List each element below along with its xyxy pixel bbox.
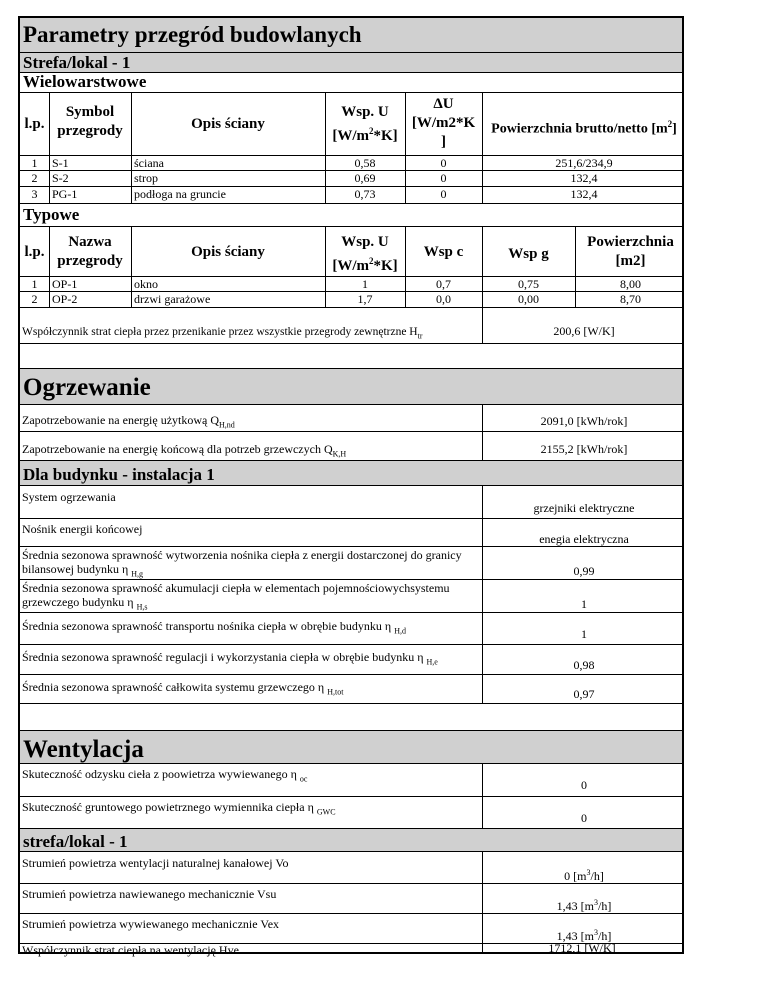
qkh-row bbox=[20, 432, 682, 461]
list-item bbox=[20, 797, 682, 829]
cell-pow: 251,6/234,9 bbox=[555, 156, 613, 170]
qkh-sub: K,H bbox=[332, 449, 347, 459]
qhnd-label-text: Zapotrzebowanie na energię użytkową Q bbox=[22, 413, 220, 427]
item-label bbox=[22, 800, 336, 819]
wsp-u-line1: Wsp. U bbox=[341, 234, 389, 250]
list-item bbox=[20, 764, 682, 797]
item-value: 0,99 bbox=[573, 564, 595, 578]
list-item bbox=[20, 519, 682, 547]
table-row bbox=[20, 156, 682, 171]
item-value-text: 1712,1 [W/K] bbox=[548, 941, 616, 955]
list-item bbox=[20, 675, 682, 704]
list-item bbox=[20, 884, 682, 914]
qkh-value: 2155,2 [kWh/rok] bbox=[540, 442, 628, 456]
cell-nazwa: OP-2 bbox=[52, 292, 78, 306]
header-powierzchnia bbox=[482, 115, 686, 139]
cell-u: 0,73 bbox=[354, 187, 376, 201]
cell-pow: 132,4 bbox=[570, 187, 598, 201]
item-value bbox=[482, 896, 686, 913]
cell-c: 0,7 bbox=[436, 277, 451, 291]
item-label: Nośnik energii końcowej bbox=[22, 522, 143, 536]
cell-c: 0,0 bbox=[436, 292, 451, 306]
header-nazwa: Nazwa przegrody bbox=[57, 234, 123, 269]
item-label bbox=[22, 619, 406, 638]
cell-nazwa: OP-1 bbox=[52, 277, 78, 291]
header-opis: Opis ściany bbox=[191, 116, 265, 132]
item-label-text: Średnia sezonowa sprawność transportu nośnika ciepła w obrębie budynku η bbox=[22, 619, 392, 633]
item-value bbox=[480, 938, 684, 955]
wsp-u-line2b: *K] bbox=[373, 258, 398, 274]
header-delta-u bbox=[405, 95, 482, 152]
multi-header-row bbox=[20, 92, 682, 156]
item-value: 0,97 bbox=[573, 687, 595, 701]
spacer bbox=[20, 704, 682, 731]
item-label: System ogrzewania bbox=[22, 490, 116, 504]
header-symbol: Symbol przegrody bbox=[57, 104, 123, 139]
cell-g: 0,00 bbox=[518, 292, 539, 306]
cell-du: 0 bbox=[440, 171, 447, 185]
item-label bbox=[22, 767, 307, 786]
instalacja-heading bbox=[20, 461, 682, 486]
list-item bbox=[20, 645, 682, 675]
item-label: Współczynnik strat ciepła na wentylację Hve bbox=[22, 943, 239, 957]
du-line2: [W/m2*K bbox=[411, 115, 476, 131]
header-wsp-c: Wsp c bbox=[423, 244, 464, 260]
item-value-unit: /h] bbox=[598, 929, 612, 943]
cell-u: 0,58 bbox=[354, 156, 376, 170]
wsp-u-line2b: *K] bbox=[373, 128, 398, 144]
wentylacja-heading-text: Wentylacja bbox=[23, 736, 144, 763]
cell-u: 0,69 bbox=[354, 171, 376, 185]
table-row bbox=[20, 292, 682, 308]
cell-lp: 1 bbox=[31, 277, 38, 291]
pow-sup: 2 bbox=[667, 119, 673, 129]
item-sub: oc bbox=[299, 774, 308, 784]
du-line1: ΔU bbox=[433, 96, 454, 112]
cell-opis: strop bbox=[134, 171, 158, 185]
cell-pow: 8,70 bbox=[620, 292, 641, 306]
item-label-text: Średnia sezonowa sprawność całkowita systemu grzewczego η bbox=[22, 680, 325, 694]
header-powierzchnia: Powierzchnia [m2] bbox=[587, 234, 674, 269]
item-label: Strumień powietrza wywiewanego mechanicznie Vex bbox=[22, 917, 280, 931]
list-item bbox=[20, 486, 682, 519]
cell-pow: 8,00 bbox=[620, 277, 641, 291]
header-wsp-g: Wsp g bbox=[508, 246, 549, 262]
qkh-label-text: Zapotrzebowanie na energię końcową dla potrzeb grzewczych Q bbox=[22, 442, 333, 456]
zone-heading bbox=[20, 53, 682, 73]
header-wsp-u bbox=[325, 103, 405, 146]
qhnd-sub: H,nd bbox=[219, 420, 235, 430]
cell-du: 0 bbox=[440, 156, 447, 170]
wsp-u-sup: 2 bbox=[369, 126, 374, 136]
cell-symbol: S-1 bbox=[52, 156, 69, 170]
item-value: 0 bbox=[581, 811, 587, 825]
item-value-text: 0 [m bbox=[564, 869, 587, 883]
instalacja-heading-text: Dla budynku - instalacja 1 bbox=[23, 465, 215, 484]
cell-u: 1 bbox=[362, 277, 368, 291]
htr-label bbox=[22, 325, 423, 343]
cell-opis: podłoga na gruncie bbox=[134, 187, 226, 201]
header-opis: Opis ściany bbox=[191, 244, 265, 260]
wentylacja-heading bbox=[20, 731, 682, 764]
cell-opis: drzwi garażowe bbox=[134, 292, 211, 306]
item-value-unit: /h] bbox=[590, 869, 604, 883]
item-value-unit: /h] bbox=[598, 899, 612, 913]
pow-text: Powierzchnia brutto/netto [m bbox=[491, 121, 668, 137]
item-label bbox=[22, 680, 343, 699]
cell-u: 1,7 bbox=[357, 292, 373, 306]
item-sub: H,s bbox=[136, 602, 148, 612]
document-page bbox=[18, 16, 684, 957]
list-item bbox=[20, 613, 682, 645]
table-row bbox=[20, 277, 682, 292]
cell-pow: 132,4 bbox=[570, 171, 598, 185]
typowe-heading-text: Typowe bbox=[23, 205, 80, 224]
multi-heading-text: Wielowarstwowe bbox=[23, 72, 147, 91]
table-row bbox=[20, 171, 682, 187]
qhnd-value: 2091,0 [kWh/rok] bbox=[540, 414, 628, 428]
cell-symbol: PG-1 bbox=[52, 187, 78, 201]
zone-text: Strefa/lokal - 1 bbox=[23, 53, 131, 72]
item-label: Strumień powietrza nawiewanego mechanicznie Vsu bbox=[22, 887, 277, 901]
cell-opis: okno bbox=[134, 277, 158, 291]
item-value: enegia elektryczna bbox=[539, 532, 629, 546]
cell-lp: 1 bbox=[31, 156, 38, 170]
item-value-sup: 3 bbox=[586, 868, 591, 877]
item-sub: H,d bbox=[394, 626, 406, 636]
wsp-u-line2a: [W/m bbox=[332, 128, 369, 144]
typowe-heading bbox=[20, 204, 682, 226]
htr-label-text: Współczynnik strat ciepła przez przenikanie przez wszystkie przegrody zewnętrzne H bbox=[22, 326, 418, 338]
item-value bbox=[482, 866, 686, 883]
item-sub: H,g bbox=[131, 569, 144, 579]
item-label-text: Skuteczność gruntowego powietrznego wymiennika ciepła η bbox=[22, 800, 314, 814]
header-lp: l.p. bbox=[24, 244, 45, 260]
item-label: Strumień powietrza wentylacji naturalnej kanałowej Vo bbox=[22, 856, 289, 870]
item-label-text: Średnia sezonowa sprawność wytworzenia nośnika ciepła z energii dostarczonej do granicy bilansowej budynku η bbox=[22, 548, 462, 576]
zone-heading-2 bbox=[20, 829, 682, 852]
du-line3: ] bbox=[441, 134, 446, 150]
wsp-u-line2a: [W/m bbox=[332, 258, 369, 274]
item-label bbox=[22, 548, 462, 581]
spacer bbox=[20, 344, 682, 369]
ogrzewanie-heading bbox=[20, 369, 682, 405]
htr-sub: tr bbox=[417, 331, 423, 341]
header-wsp-u bbox=[325, 233, 405, 276]
item-value: grzejniki elektryczne bbox=[533, 501, 635, 515]
typowe-header-row bbox=[20, 226, 682, 277]
item-label-text: Skuteczność odzysku cieła z poowietrza wywiewanego η bbox=[22, 767, 297, 781]
cell-symbol: S-2 bbox=[52, 171, 69, 185]
cell-lp: 2 bbox=[31, 171, 38, 185]
qkh-label bbox=[22, 442, 346, 461]
title-text: Parametry przegród budowlanych bbox=[23, 22, 362, 47]
zone-heading-2-text: strefa/lokal - 1 bbox=[23, 832, 128, 851]
item-label-text: Średnia sezonowa sprawność akumulacji ciepła w elementach pojemnościowychsystemu grzewczego budynku η bbox=[22, 581, 450, 609]
item-value-sup: 3 bbox=[594, 928, 598, 937]
cell-lp: 3 bbox=[31, 187, 38, 201]
htr-value: 200,6 [W/K] bbox=[553, 324, 615, 338]
pow-end: ] bbox=[672, 121, 677, 137]
wsp-u-line1: Wsp. U bbox=[341, 104, 389, 120]
cell-du: 0 bbox=[440, 187, 447, 201]
htr-row bbox=[20, 308, 682, 344]
list-item bbox=[20, 852, 682, 884]
item-value: 1 bbox=[581, 627, 587, 641]
item-sub: H,e bbox=[426, 657, 438, 667]
item-value-text: 1,43 [m bbox=[556, 929, 594, 943]
list-item bbox=[20, 580, 682, 613]
cell-opis: ściana bbox=[134, 156, 164, 170]
table-row bbox=[20, 187, 682, 204]
item-value-text: 1,43 [m bbox=[556, 899, 594, 913]
item-label bbox=[22, 650, 438, 669]
item-sub: GWC bbox=[316, 807, 336, 817]
header-lp: l.p. bbox=[24, 116, 45, 132]
ogrzewanie-heading-text: Ogrzewanie bbox=[23, 374, 151, 401]
item-value: 0 bbox=[581, 778, 587, 792]
item-sub: H,tot bbox=[327, 687, 344, 697]
cell-g: 0,75 bbox=[518, 277, 539, 291]
item-value: 0,98 bbox=[573, 658, 595, 672]
cell-lp: 2 bbox=[31, 292, 38, 306]
qhnd-row bbox=[20, 405, 682, 432]
list-item bbox=[20, 547, 682, 580]
hve-value bbox=[480, 936, 684, 954]
page-title bbox=[20, 18, 682, 53]
wsp-u-sup: 2 bbox=[369, 256, 374, 266]
multi-heading bbox=[20, 73, 682, 92]
item-label-text: Średnia sezonowa sprawność regulacji i wykorzystania ciepła w obrębie budynku η bbox=[22, 650, 424, 664]
item-label bbox=[22, 581, 462, 614]
item-value: 1 bbox=[581, 597, 587, 611]
item-value-sup: 3 bbox=[594, 898, 598, 907]
qhnd-label bbox=[22, 413, 235, 432]
